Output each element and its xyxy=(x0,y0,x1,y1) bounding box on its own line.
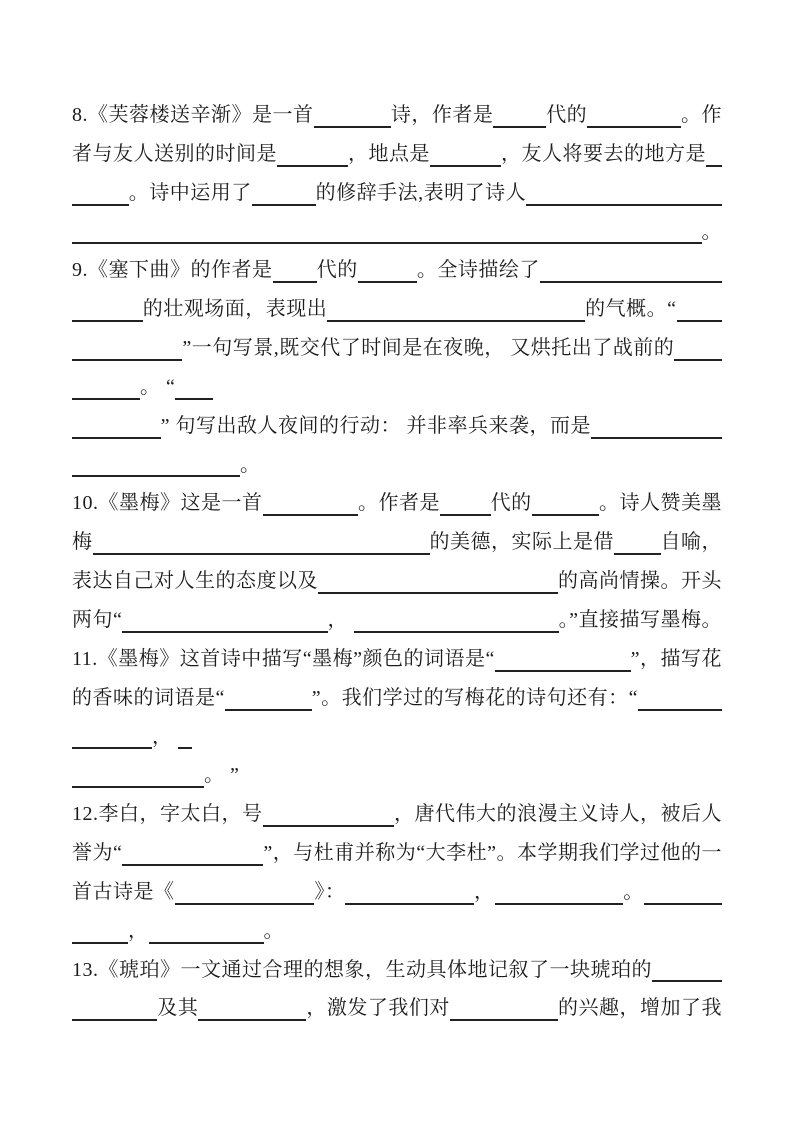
text-segment: 》： xyxy=(314,880,346,903)
blank-underline xyxy=(277,165,348,167)
blank-underline xyxy=(72,242,702,244)
text-line xyxy=(72,873,722,912)
blank-underline xyxy=(122,631,327,633)
blank-underline xyxy=(591,437,722,439)
blank-underline xyxy=(674,359,722,361)
text-segment: ， xyxy=(327,608,354,631)
text-segment: 代的 xyxy=(316,259,358,282)
text-segment: 12.李白，字太白，号 xyxy=(72,803,263,826)
blank-underline xyxy=(354,631,559,633)
text-line xyxy=(72,484,722,523)
text-segment: 诗，作者是 xyxy=(390,104,494,126)
text-segment: ”。我们学过的写梅花的诗句还有：“ xyxy=(311,686,638,709)
text-segment: 表达自己对人生的态度以及 xyxy=(72,570,318,593)
text-segment: ”，与杜甫并称为“大李杜”。本学期我们学过他的一 xyxy=(263,842,722,865)
text-segment: 9.《塞下曲》的作者是 xyxy=(72,259,273,282)
blank-underline xyxy=(430,165,501,167)
text-line xyxy=(72,951,722,990)
question-11 xyxy=(72,640,722,795)
blank-underline xyxy=(122,864,263,866)
text-line xyxy=(72,640,722,679)
text-line xyxy=(72,679,722,718)
text-segment: 的高尚情操。开头 xyxy=(558,570,722,593)
question-8 xyxy=(72,96,722,251)
text-segment: ， xyxy=(152,725,178,748)
blank-underline xyxy=(614,553,660,555)
text-segment: 及其 xyxy=(157,997,199,1020)
text-segment: 10.《墨梅》这是一首 xyxy=(72,492,263,515)
blank-underline xyxy=(72,475,240,477)
text-line xyxy=(72,756,722,795)
blank-underline xyxy=(495,903,624,905)
blank-underline xyxy=(652,980,722,982)
text-segment: 自喻， xyxy=(660,531,722,554)
text-segment: ”，描写花 xyxy=(630,647,722,670)
text-segment: 的香味的词语是“ xyxy=(72,686,225,709)
text-segment: 者与友人送别的时间是 xyxy=(72,142,277,165)
text-segment: ，友人将要去的地方是 xyxy=(500,142,706,165)
blank-underline xyxy=(638,709,722,711)
text-line xyxy=(72,368,722,407)
blank-underline xyxy=(495,670,631,672)
text-line xyxy=(72,562,722,601)
text-segment: 两句“ xyxy=(72,608,123,631)
worksheet xyxy=(72,96,722,1028)
blank-underline xyxy=(540,281,722,283)
text-segment: 11.《墨梅》这首诗中描写“墨梅”颜色的词语是“ xyxy=(72,647,495,670)
text-segment: 。 xyxy=(623,880,644,903)
blank-underline xyxy=(178,747,192,749)
blank-underline xyxy=(273,281,317,283)
blank-underline xyxy=(93,553,430,555)
text-segment: 的修辞手法,表明了诗人 xyxy=(315,181,527,204)
text-line xyxy=(72,174,722,213)
blank-underline xyxy=(72,359,182,361)
text-segment: ”一句写景,既交代了时间是在夜晚， 又烘托出了战前的 xyxy=(182,337,675,360)
text-segment: 。 ” xyxy=(204,764,240,787)
blank-underline xyxy=(72,320,143,322)
blank-underline xyxy=(175,398,213,400)
text-segment: 。诗人赞美墨 xyxy=(599,492,722,515)
blank-underline xyxy=(318,592,558,594)
question-13 xyxy=(72,951,722,1029)
text-segment: 代的 xyxy=(490,492,532,515)
text-segment: ” 句写出敌人夜间的行动： 并非率兵来袭，而是 xyxy=(160,414,592,437)
blank-underline xyxy=(526,204,722,206)
blank-underline xyxy=(72,437,161,439)
text-segment: 。 xyxy=(240,453,261,476)
text-segment: 梅 xyxy=(72,531,93,554)
text-line xyxy=(72,601,722,640)
text-segment: ，唐代伟大的浪漫主义诗人，被后人 xyxy=(394,803,722,826)
text-segment: 。 “ xyxy=(140,375,176,398)
blank-underline xyxy=(72,942,128,944)
blank-underline xyxy=(706,165,722,167)
text-segment: ，激发了我们对 xyxy=(306,997,450,1020)
text-segment: 首古诗是《 xyxy=(72,880,175,903)
blank-underline xyxy=(72,747,152,749)
text-segment: 。 xyxy=(263,919,284,942)
text-segment: 。作者是 xyxy=(358,492,441,515)
blank-underline xyxy=(644,903,722,905)
text-segment: 的美德，实际上是借 xyxy=(429,531,615,554)
text-segment: 。作 xyxy=(681,104,722,126)
text-segment: 。全诗描绘了 xyxy=(416,259,540,282)
blank-underline xyxy=(175,903,315,905)
text-line xyxy=(72,407,722,446)
blank-underline xyxy=(225,709,312,711)
blank-underline xyxy=(327,320,585,322)
text-segment: 的气概。“ xyxy=(585,298,677,321)
blank-underline xyxy=(198,1019,306,1021)
text-segment: 8.《芙蓉楼送辛渐》是一首 xyxy=(72,104,314,126)
blank-underline xyxy=(532,514,599,516)
text-segment: 代的 xyxy=(546,104,588,126)
text-line xyxy=(72,912,722,951)
text-segment: 。”直接描写墨梅。 xyxy=(558,608,722,631)
text-line xyxy=(72,795,722,834)
text-line xyxy=(72,96,722,135)
blank-underline xyxy=(450,1019,558,1021)
text-line xyxy=(72,329,722,368)
text-segment: 的壮观场面，表现出 xyxy=(142,298,328,321)
blank-underline xyxy=(358,281,417,283)
text-line xyxy=(72,718,722,757)
text-line xyxy=(72,834,722,873)
blank-underline xyxy=(345,903,474,905)
text-segment: 的兴趣，增加了我 xyxy=(557,997,722,1020)
text-line xyxy=(72,213,722,252)
question-9 xyxy=(72,251,722,484)
blank-underline xyxy=(440,514,491,516)
blank-underline xyxy=(72,786,204,788)
text-segment: 。诗中运用了 xyxy=(128,181,252,204)
text-segment: 誉为“ xyxy=(72,842,123,865)
blank-underline xyxy=(252,204,316,206)
text-segment: ， xyxy=(474,880,495,903)
text-line xyxy=(72,446,722,485)
blank-underline xyxy=(149,942,264,944)
blank-underline xyxy=(677,320,723,322)
blank-underline xyxy=(587,126,681,128)
blank-underline xyxy=(263,825,395,827)
text-segment: ， xyxy=(128,919,149,942)
text-segment: ，地点是 xyxy=(347,142,430,165)
text-segment: 。 xyxy=(701,220,722,243)
text-segment: 13.《琥珀》一文通过合理的想象，生动具体地记叙了一块琥珀的 xyxy=(72,958,652,981)
blank-underline xyxy=(72,398,140,400)
text-line xyxy=(72,989,722,1028)
blank-underline xyxy=(72,1019,157,1021)
text-line xyxy=(72,135,722,174)
text-line xyxy=(72,251,722,290)
question-10 xyxy=(72,484,722,639)
blank-underline xyxy=(72,204,129,206)
text-line xyxy=(72,290,722,329)
text-line xyxy=(72,523,722,562)
blank-underline xyxy=(493,126,546,128)
blank-underline xyxy=(314,126,391,128)
question-12 xyxy=(72,795,722,950)
blank-underline xyxy=(263,514,359,516)
